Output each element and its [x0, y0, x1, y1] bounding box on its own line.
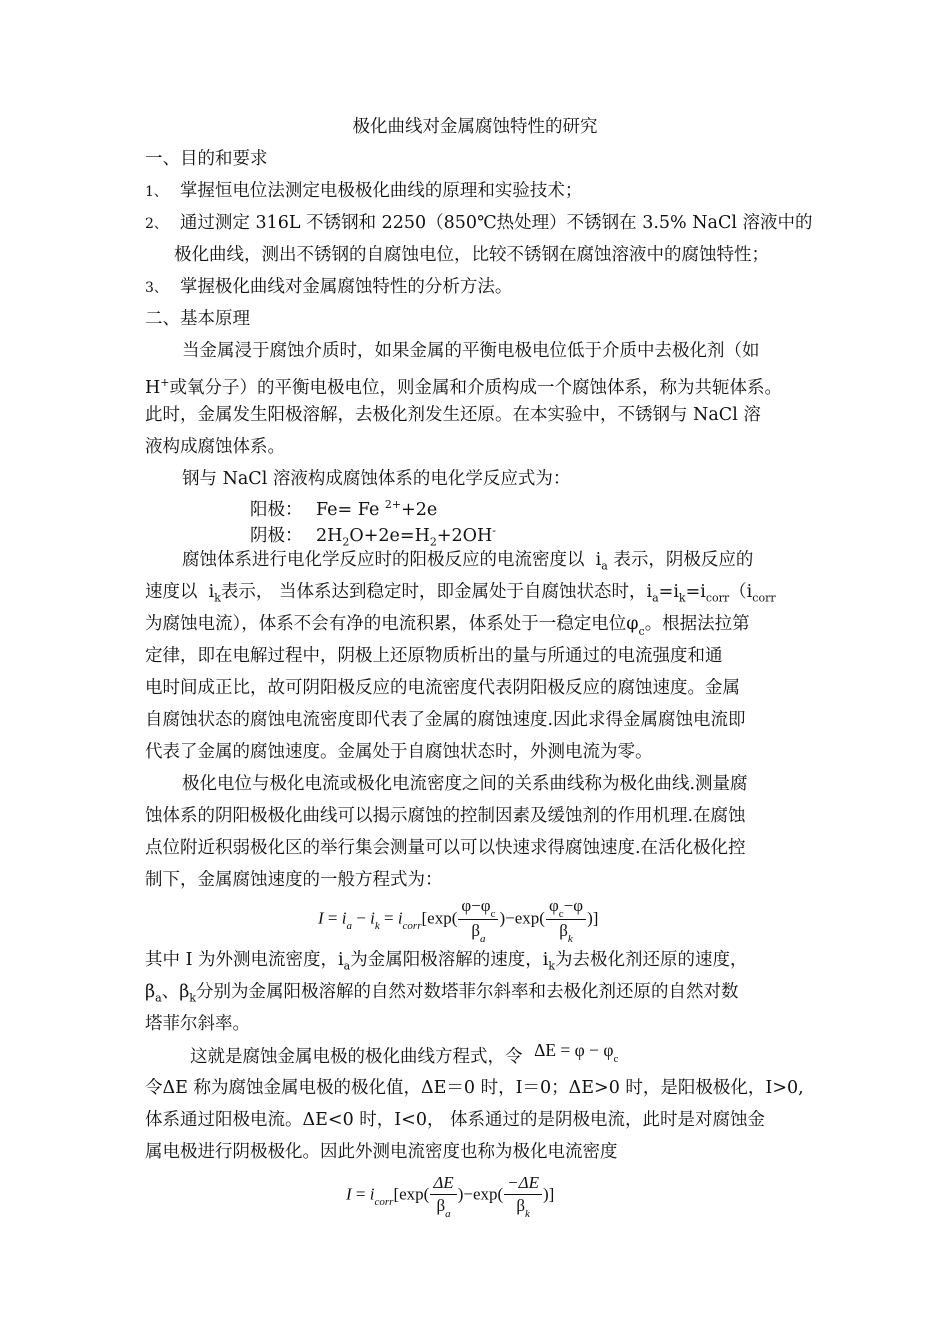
paragraph-6 — [190, 1040, 619, 1071]
reaction-label: 阳极： — [250, 499, 303, 520]
text: +2OH — [436, 525, 493, 546]
subscript: k — [678, 591, 686, 605]
eq-symbol: I — [318, 908, 324, 928]
eq-subscript: k — [524, 1208, 530, 1220]
list-item-2 — [145, 211, 813, 236]
subscript: k — [189, 991, 196, 1005]
eq-operator: = — [383, 908, 394, 928]
eq-text: )] — [587, 908, 599, 928]
eq-subscript: c — [490, 908, 496, 920]
reaction-label: 阴极： — [250, 525, 303, 546]
paragraph-7-line: 令ΔE 称为腐蚀金属电极的极化值，ΔE＝0 时，I＝0；ΔE>0 时，是阳极极化，I>0, — [145, 1078, 804, 1098]
eq-symbol: i — [369, 1184, 375, 1204]
text: +2e — [401, 499, 438, 520]
eq-text: )−exp( — [457, 1184, 504, 1204]
eq-text: β — [436, 1196, 446, 1215]
eq-text: β — [471, 921, 480, 940]
eq-fraction — [546, 895, 586, 944]
paragraph-3-line — [182, 548, 753, 579]
text: 分别为金属阳极溶解的自然对数塔菲尔斜率和去极化剂还原的自然对数 — [195, 982, 739, 1002]
text: 2H — [316, 525, 343, 546]
text: 。根据法拉第 — [644, 614, 750, 634]
eq-subscript: c — [558, 908, 564, 920]
paragraph-7-line: 属电极进行阴极极化。因此外测电流密度也称为极化电流密度 — [145, 1142, 618, 1162]
text: 表示，阴极反应的 — [613, 550, 754, 570]
list-number: 1、 — [145, 184, 168, 200]
subscript: corr — [752, 591, 776, 605]
list-text: 掌握极化曲线对金属腐蚀特性的分析方法。 — [179, 277, 513, 297]
paragraph-5-line — [145, 948, 748, 979]
eq-subscript: k — [374, 920, 380, 933]
paragraph-1-line: 当金属浸于腐蚀介质时，如果金属的平衡电极电位低于介质中去极化剂（如 — [182, 341, 760, 361]
section-heading-principle: 二、基本原理 — [145, 309, 250, 329]
eq-numerator: −ΔE — [504, 1172, 542, 1195]
eq-text: φ — [548, 896, 559, 915]
text: 、 — [161, 982, 180, 1002]
text: 为去极化剂还原的速度， — [555, 950, 748, 970]
subscript: a — [155, 991, 162, 1005]
text: 为腐蚀电流），体系不会有净的电流积累，体系处于一稳定电位 — [145, 614, 627, 634]
eq-subscript: a — [445, 1208, 451, 1220]
text: 腐蚀体系进行电化学反应时的阳极反应的电流密度以 — [182, 550, 585, 570]
text: 速度以 — [145, 582, 198, 602]
eq-text: β — [559, 921, 568, 940]
paragraph-5-line — [145, 980, 738, 1011]
symbol: φ — [626, 614, 639, 634]
text: 这就是腐蚀金属电极的极化曲线方程式，令 — [190, 1047, 523, 1067]
section-heading-purpose: 一、目的和要求 — [145, 149, 268, 169]
text: 或氧分子）的平衡电极电位，则金属和介质构成一个腐蚀体系，称为共轭体系。 — [169, 377, 782, 398]
eq-denominator — [504, 1195, 542, 1219]
symbol: =i — [685, 582, 706, 602]
paragraph-3-line: 定律，即在电解过程中，阴极上还原物质析出的量与所通过的电流强度和通 — [145, 646, 723, 666]
list-text: 掌握恒电位法测定电极极化曲线的原理和实验技术； — [179, 181, 583, 201]
paragraph-4-line: 制下，金属腐蚀速度的一般方程式为： — [145, 870, 443, 890]
text: （i — [729, 582, 753, 602]
eq-text: )] — [543, 1184, 555, 1204]
list-item-2-cont: 极化曲线，测出不锈钢的自腐蚀电位，比较不锈钢在腐蚀溶液中的腐蚀特性； — [174, 245, 769, 265]
paragraph-4-line: 蚀体系的阴阳极极化曲线可以揭示腐蚀的控制因素及缓蚀剂的作用机理.在腐蚀 — [145, 806, 746, 826]
eq-subscript: k — [567, 933, 573, 945]
text: 为金属阳极溶解的速度， — [350, 950, 543, 970]
eq-symbol: i — [397, 908, 403, 928]
eq-denominator — [546, 920, 586, 944]
eq-subscript: corr — [374, 1196, 394, 1209]
text: 表示， 当体系达到稳定时，即金属处于自腐蚀状态时， — [220, 582, 647, 602]
eq-text: φ−φ — [461, 896, 491, 915]
eq-text: [exp( — [421, 908, 458, 928]
subscript: a — [652, 591, 659, 605]
paragraph-3-line — [145, 580, 776, 611]
symbol: i — [208, 582, 215, 602]
superscript: - — [492, 524, 496, 537]
list-text: 通过测定 316L 不锈钢和 2250（850℃热处理）不锈钢在 3.5% NaCl 溶液中的 — [179, 213, 813, 233]
paragraph-4-line: 点位附近积弱极化区的举行集会测量可以可以快速求得腐蚀速度.在活化极化控 — [145, 838, 746, 858]
subscript: a — [343, 959, 351, 973]
eq-fraction — [504, 1172, 542, 1219]
superscript: 2+ — [384, 498, 402, 511]
subscript: c — [638, 625, 645, 638]
symbol: β — [179, 982, 190, 1002]
eq-operator: − — [356, 908, 366, 928]
subscript: k — [214, 591, 221, 605]
paragraph-5-line: 塔菲尔斜率。 — [145, 1014, 250, 1034]
eq-symbol: i — [341, 908, 347, 928]
eq-fraction — [458, 895, 498, 944]
subscript: corr — [705, 591, 730, 605]
superscript: + — [160, 376, 170, 389]
text: Fe= Fe — [316, 499, 385, 520]
paragraph-3-line — [145, 612, 750, 638]
list-number: 2、 — [145, 216, 168, 232]
eq-symbol: i — [370, 908, 375, 928]
eq-numerator — [458, 895, 498, 920]
subscript: k — [548, 959, 555, 973]
eq-subscript: a — [480, 933, 486, 945]
paragraph-4-line: 极化电位与极化电流或极化电流密度之间的关系曲线称为极化曲线.测量腐 — [182, 774, 748, 794]
symbol: i — [646, 582, 653, 602]
paragraph-1-line: 液构成腐蚀体系。 — [145, 437, 285, 457]
paragraph-3-line: 代表了金属的腐蚀速度。金属处于自腐蚀状态时，外测电流为零。 — [145, 742, 653, 762]
eq-operator: = — [355, 1184, 366, 1204]
anode-reaction — [250, 493, 437, 522]
eq-text: ΔE = φ − φ — [534, 1040, 614, 1060]
list-number: 3、 — [145, 280, 168, 296]
eq-text: )−exp( — [499, 908, 545, 928]
paragraph-2: 钢与 NaCl 溶液构成腐蚀体系的电化学反应式为： — [182, 469, 571, 489]
eq-operator: = — [327, 908, 338, 928]
document-title: 极化曲线对金属腐蚀特性的研究 — [352, 117, 598, 137]
eq-denominator — [430, 1195, 456, 1219]
eq-fraction — [430, 1172, 456, 1219]
subscript: 2 — [429, 535, 437, 549]
paragraph-3-line: 电时间成正比，故可阴阳极反应的电流密度代表阴阳极反应的腐蚀速度。金属 — [145, 678, 740, 698]
subscript: 2 — [342, 535, 350, 549]
paragraph-1-line — [145, 371, 782, 400]
eq-subscript: a — [346, 920, 352, 933]
eq-text: −φ — [563, 896, 584, 915]
list-item-3 — [145, 275, 512, 300]
paragraph-1-line: 此时，金属发生阳极溶解，去极化剂发生还原。在本实验中，不锈钢与 NaCl 溶 — [145, 405, 761, 425]
symbol: =i — [658, 582, 679, 602]
eq-text: β — [516, 1196, 525, 1215]
eq-denominator — [458, 920, 498, 944]
symbol: i — [595, 550, 602, 570]
corrosion-rate-equation — [318, 895, 598, 944]
eq-subscript: corr — [402, 920, 422, 933]
eq-text: [exp( — [393, 1184, 430, 1204]
symbol: i — [338, 950, 344, 970]
symbol: β — [145, 982, 156, 1002]
delta-e-definition — [534, 1040, 619, 1065]
symbol: i — [542, 950, 549, 970]
text: O+2e=H — [349, 525, 430, 546]
eq-numerator: ΔE — [430, 1172, 456, 1195]
polarization-current-equation — [346, 1172, 554, 1219]
eq-numerator — [546, 895, 586, 920]
text: 其中 I 为外测电流密度， — [145, 950, 339, 970]
paragraph-7-line: 体系通过阳极电流。ΔE<0 时，I<0， 体系通过的是阴极电流，此时是对腐蚀金 — [145, 1110, 766, 1130]
paragraph-3-line: 自腐蚀状态的腐蚀电流密度即代表了金属的腐蚀速度.因此求得金属腐蚀电流即 — [145, 710, 746, 730]
eq-subscript: c — [613, 1053, 619, 1065]
list-item-1 — [145, 179, 582, 204]
eq-symbol: I — [346, 1184, 352, 1204]
subscript: a — [601, 559, 608, 573]
text: H — [145, 377, 161, 398]
